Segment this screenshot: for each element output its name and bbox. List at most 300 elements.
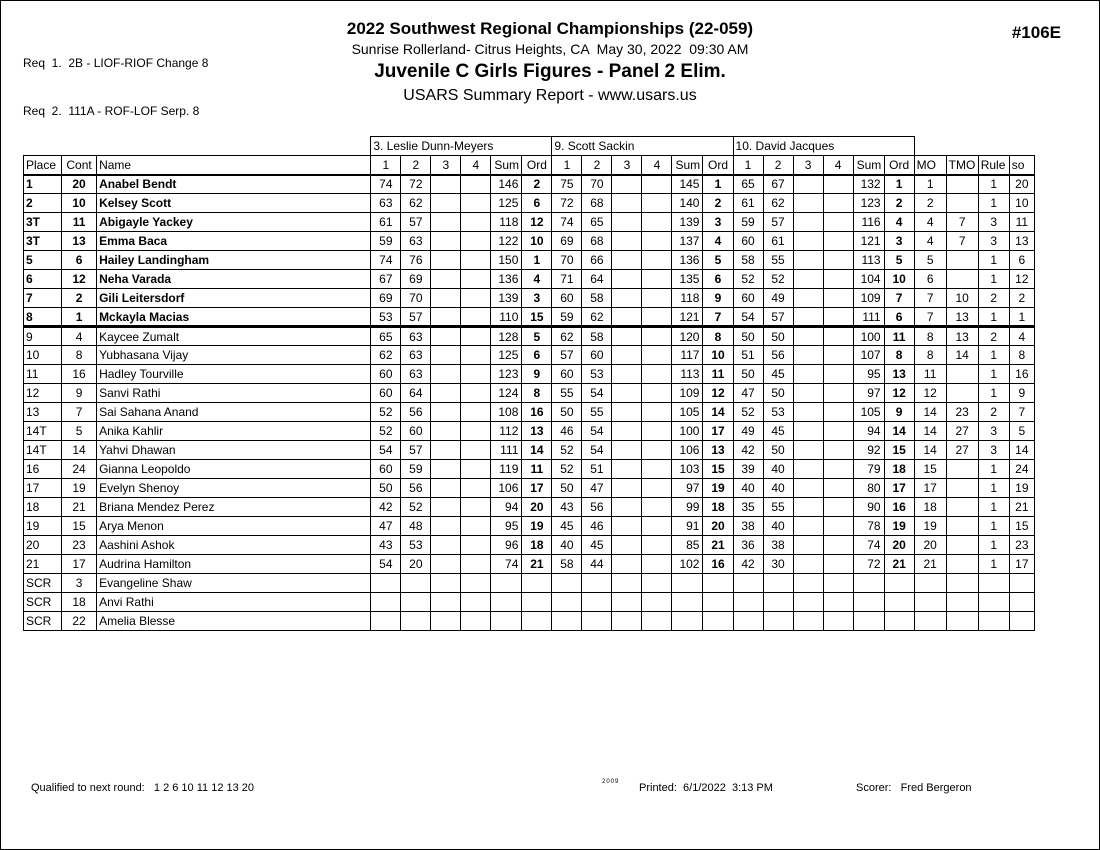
cell-judge2-ord xyxy=(703,593,733,612)
column-header-row xyxy=(24,156,1035,175)
event-number: #106E xyxy=(1011,23,1061,42)
cell-name: Anvi Rathi xyxy=(97,593,371,612)
cell-tmo xyxy=(946,498,978,517)
cell-judge3-1: 49 xyxy=(733,422,763,441)
cell-name: Arya Menon xyxy=(97,517,371,536)
cell-judge3-sum: 116 xyxy=(853,213,884,232)
cell-so: 14 xyxy=(1009,441,1034,460)
cell-mo: 7 xyxy=(914,308,946,327)
cell-judge2-sum: 109 xyxy=(672,384,703,403)
col-header-place: Place xyxy=(24,156,62,175)
cell-judge1-ord: 2 xyxy=(522,175,552,194)
cell-mo: 19 xyxy=(914,517,946,536)
cell-judge1-3 xyxy=(431,270,461,289)
cell-judge3-3 xyxy=(793,346,823,365)
cell-judge2-sum: 136 xyxy=(672,251,703,270)
cell-rule xyxy=(978,593,1009,612)
cell-tmo xyxy=(946,251,978,270)
cell-judge3-4 xyxy=(823,479,853,498)
cell-judge3-ord: 18 xyxy=(884,460,914,479)
cell-judge3-1: 36 xyxy=(733,536,763,555)
cell-judge2-2: 44 xyxy=(582,555,612,574)
cell-judge2-3 xyxy=(612,403,642,422)
cell-place: 14T xyxy=(24,441,62,460)
cell-judge3-4 xyxy=(823,517,853,536)
cell-judge1-ord: 21 xyxy=(522,555,552,574)
cell-judge3-4 xyxy=(823,175,853,194)
cell-judge1-3 xyxy=(431,479,461,498)
cell-judge1-4 xyxy=(461,232,491,251)
cell-judge1-4 xyxy=(461,403,491,422)
cell-judge1-2: 57 xyxy=(401,441,431,460)
report-header xyxy=(1,17,1099,106)
table-row xyxy=(24,593,1035,612)
cell-judge2-ord xyxy=(703,574,733,593)
cell-cont: 6 xyxy=(62,251,97,270)
cell-tmo xyxy=(946,194,978,213)
cell-tmo xyxy=(946,460,978,479)
cell-judge1-sum: 119 xyxy=(491,460,522,479)
cell-judge3-sum: 79 xyxy=(853,460,884,479)
cell-judge3-1: 38 xyxy=(733,517,763,536)
cell-judge2-3 xyxy=(612,574,642,593)
cell-name: Abigayle Yackey xyxy=(97,213,371,232)
cell-name: Emma Baca xyxy=(97,232,371,251)
cell-judge1-3 xyxy=(431,555,461,574)
cell-judge3-4 xyxy=(823,498,853,517)
cell-name: Audrina Hamilton xyxy=(97,555,371,574)
cell-judge2-3 xyxy=(612,612,642,631)
table-row xyxy=(24,213,1035,232)
cell-judge2-4 xyxy=(642,213,672,232)
cell-judge2-ord: 1 xyxy=(703,175,733,194)
cell-judge3-2: 45 xyxy=(763,422,793,441)
cell-rule: 1 xyxy=(978,251,1009,270)
cell-judge1-3 xyxy=(431,403,461,422)
cell-judge1-2: 64 xyxy=(401,384,431,403)
cell-judge3-sum: 80 xyxy=(853,479,884,498)
cell-judge3-sum: 109 xyxy=(853,289,884,308)
cell-judge2-1: 60 xyxy=(552,365,582,384)
cell-judge2-2: 60 xyxy=(582,346,612,365)
cell-judge1-ord xyxy=(522,574,552,593)
cell-judge2-2 xyxy=(582,574,612,593)
cell-judge3-3 xyxy=(793,175,823,194)
cell-place: SCR xyxy=(24,612,62,631)
table-row xyxy=(24,498,1035,517)
cell-cont: 21 xyxy=(62,498,97,517)
cell-judge1-ord: 1 xyxy=(522,251,552,270)
cell-mo: 5 xyxy=(914,251,946,270)
cell-judge1-2: 57 xyxy=(401,308,431,327)
cell-mo xyxy=(914,574,946,593)
cell-judge3-ord: 17 xyxy=(884,479,914,498)
cell-judge1-sum: 110 xyxy=(491,308,522,327)
cell-cont: 14 xyxy=(62,441,97,460)
event-title: Juvenile C Girls Figures - Panel 2 Elim. xyxy=(374,61,726,82)
report-subtitle: USARS Summary Report - www.usars.us xyxy=(403,87,697,104)
cell-judge3-3 xyxy=(793,384,823,403)
cell-judge3-sum: 78 xyxy=(853,517,884,536)
cell-so: 23 xyxy=(1009,536,1034,555)
venue-date-line: Sunrise Rollerland- Citrus Heights, CA May 30, 2022 09:30 AM xyxy=(351,41,749,57)
cell-tmo xyxy=(946,612,978,631)
cell-judge2-ord: 9 xyxy=(703,289,733,308)
cell-judge2-3 xyxy=(612,289,642,308)
cell-name: Kaycee Zumalt xyxy=(97,327,371,346)
cell-judge3-3 xyxy=(793,536,823,555)
cell-judge1-4 xyxy=(461,308,491,327)
cell-name: Neha Varada xyxy=(97,270,371,289)
cell-judge3-1: 35 xyxy=(733,498,763,517)
cell-judge2-sum: 117 xyxy=(672,346,703,365)
cell-judge1-sum: 136 xyxy=(491,270,522,289)
cell-judge3-ord: 10 xyxy=(884,270,914,289)
col-header-cont: Cont xyxy=(62,156,97,175)
cell-judge2-4 xyxy=(642,460,672,479)
cell-place: 8 xyxy=(24,308,62,327)
cell-judge3-sum: 107 xyxy=(853,346,884,365)
cell-judge1-1: 74 xyxy=(371,175,401,194)
cell-tmo: 23 xyxy=(946,403,978,422)
cell-rule: 3 xyxy=(978,441,1009,460)
cell-judge2-3 xyxy=(612,498,642,517)
cell-judge2-4 xyxy=(642,593,672,612)
cell-cont: 22 xyxy=(62,612,97,631)
cell-judge1-4 xyxy=(461,612,491,631)
cell-judge3-3 xyxy=(793,194,823,213)
cell-judge1-ord: 18 xyxy=(522,536,552,555)
cell-so: 2 xyxy=(1009,289,1034,308)
cell-judge3-sum: 104 xyxy=(853,270,884,289)
cell-judge1-4 xyxy=(461,441,491,460)
cell-judge1-3 xyxy=(431,232,461,251)
cell-rule: 1 xyxy=(978,555,1009,574)
cell-cont: 19 xyxy=(62,479,97,498)
cell-judge2-3 xyxy=(612,384,642,403)
cell-judge2-4 xyxy=(642,403,672,422)
cell-judge3-ord: 19 xyxy=(884,517,914,536)
col-header-so: so xyxy=(1009,156,1034,175)
cell-judge1-2 xyxy=(401,574,431,593)
cell-mo xyxy=(914,593,946,612)
cell-rule: 1 xyxy=(978,460,1009,479)
cell-judge1-ord xyxy=(522,612,552,631)
cell-judge2-sum: 137 xyxy=(672,232,703,251)
cell-mo: 7 xyxy=(914,289,946,308)
cell-cont: 13 xyxy=(62,232,97,251)
cell-judge2-1 xyxy=(552,612,582,631)
cell-judge3-3 xyxy=(793,555,823,574)
cell-judge1-4 xyxy=(461,346,491,365)
cell-judge1-ord xyxy=(522,593,552,612)
col-header-judge3-ord: Ord xyxy=(884,156,914,175)
cell-judge3-4 xyxy=(823,194,853,213)
table-row xyxy=(24,346,1035,365)
cell-judge1-2: 57 xyxy=(401,213,431,232)
cell-judge3-ord: 1 xyxy=(884,175,914,194)
cell-judge2-2: 46 xyxy=(582,517,612,536)
cell-judge1-1: 63 xyxy=(371,194,401,213)
cell-judge2-2 xyxy=(582,593,612,612)
cell-judge2-2: 58 xyxy=(582,327,612,346)
cell-cont: 24 xyxy=(62,460,97,479)
cell-so xyxy=(1009,574,1034,593)
cell-judge1-sum: 122 xyxy=(491,232,522,251)
cell-cont: 1 xyxy=(62,308,97,327)
table-row xyxy=(24,175,1035,194)
cell-judge3-4 xyxy=(823,270,853,289)
cell-so: 1 xyxy=(1009,308,1034,327)
col-header-name: Name xyxy=(97,156,371,175)
cell-judge2-1: 55 xyxy=(552,384,582,403)
cell-judge2-ord: 17 xyxy=(703,422,733,441)
cell-place: 9 xyxy=(24,327,62,346)
cell-judge1-ord: 10 xyxy=(522,232,552,251)
cell-rule: 1 xyxy=(978,517,1009,536)
cell-judge3-4 xyxy=(823,593,853,612)
cell-judge2-4 xyxy=(642,232,672,251)
cell-mo: 8 xyxy=(914,327,946,346)
cell-judge1-2: 56 xyxy=(401,479,431,498)
cell-judge3-4 xyxy=(823,308,853,327)
cell-cont: 12 xyxy=(62,270,97,289)
cell-judge1-ord: 20 xyxy=(522,498,552,517)
cell-judge3-4 xyxy=(823,555,853,574)
col-header-judge3-1: 1 xyxy=(733,156,763,175)
cell-judge1-sum: 128 xyxy=(491,327,522,346)
cell-judge1-sum: 124 xyxy=(491,384,522,403)
cell-judge3-ord: 6 xyxy=(884,308,914,327)
cell-tmo: 7 xyxy=(946,213,978,232)
col-header-judge1-ord: Ord xyxy=(522,156,552,175)
cell-judge3-sum: 100 xyxy=(853,327,884,346)
cell-judge1-ord: 14 xyxy=(522,441,552,460)
cell-judge2-4 xyxy=(642,289,672,308)
cell-judge1-2 xyxy=(401,593,431,612)
cell-judge3-1: 42 xyxy=(733,555,763,574)
cell-judge1-ord: 5 xyxy=(522,327,552,346)
version-stamp: 2009 xyxy=(602,779,620,785)
cell-judge2-4 xyxy=(642,384,672,403)
cell-judge1-1: 42 xyxy=(371,498,401,517)
cell-so: 5 xyxy=(1009,422,1034,441)
cell-judge1-4 xyxy=(461,517,491,536)
cell-judge1-sum: 94 xyxy=(491,498,522,517)
cell-tmo: 27 xyxy=(946,441,978,460)
table-row xyxy=(24,251,1035,270)
cell-judge3-ord: 8 xyxy=(884,346,914,365)
cell-judge2-sum xyxy=(672,593,703,612)
col-header-judge1-sum: Sum xyxy=(491,156,522,175)
cell-judge3-2: 38 xyxy=(763,536,793,555)
cell-judge1-sum: 150 xyxy=(491,251,522,270)
cell-judge2-ord: 20 xyxy=(703,517,733,536)
cell-judge3-4 xyxy=(823,232,853,251)
cell-mo xyxy=(914,612,946,631)
cell-rule: 1 xyxy=(978,536,1009,555)
col-header-judge2-sum: Sum xyxy=(672,156,703,175)
cell-rule: 1 xyxy=(978,384,1009,403)
cell-so: 9 xyxy=(1009,384,1034,403)
cell-judge2-2: 45 xyxy=(582,536,612,555)
cell-judge2-2: 65 xyxy=(582,213,612,232)
cell-judge3-ord: 4 xyxy=(884,213,914,232)
cell-rule: 2 xyxy=(978,327,1009,346)
cell-judge3-4 xyxy=(823,422,853,441)
cell-judge2-3 xyxy=(612,270,642,289)
cell-name: Yubhasana Vijay xyxy=(97,346,371,365)
cell-judge2-1: 52 xyxy=(552,460,582,479)
cell-judge3-sum xyxy=(853,574,884,593)
cell-judge3-2: 49 xyxy=(763,289,793,308)
cell-judge2-sum: 121 xyxy=(672,308,703,327)
cell-judge1-4 xyxy=(461,270,491,289)
cell-judge3-ord xyxy=(884,612,914,631)
cell-judge2-1: 72 xyxy=(552,194,582,213)
cell-judge3-sum xyxy=(853,612,884,631)
col-header-judge1-2: 2 xyxy=(401,156,431,175)
cell-judge1-3 xyxy=(431,327,461,346)
cell-judge1-sum: 112 xyxy=(491,422,522,441)
cell-judge2-2: 53 xyxy=(582,365,612,384)
cell-so: 16 xyxy=(1009,365,1034,384)
cell-judge2-sum: 103 xyxy=(672,460,703,479)
cell-judge1-2 xyxy=(401,612,431,631)
cell-judge1-1: 52 xyxy=(371,403,401,422)
cell-judge2-3 xyxy=(612,346,642,365)
cell-cont: 4 xyxy=(62,327,97,346)
cell-judge2-ord xyxy=(703,612,733,631)
championship-title: 2022 Southwest Regional Championships (22-059) xyxy=(346,19,754,38)
cell-judge1-1: 62 xyxy=(371,346,401,365)
cell-rule: 2 xyxy=(978,289,1009,308)
cell-judge2-4 xyxy=(642,251,672,270)
cell-judge1-4 xyxy=(461,194,491,213)
cell-judge3-2: 56 xyxy=(763,346,793,365)
cell-cont: 10 xyxy=(62,194,97,213)
cell-judge2-3 xyxy=(612,194,642,213)
cell-judge2-2 xyxy=(582,612,612,631)
cell-judge2-4 xyxy=(642,612,672,631)
cell-judge2-4 xyxy=(642,441,672,460)
requirement-2: Req 2. 111A - ROF-LOF Serp. 8 xyxy=(23,104,200,118)
cell-judge1-sum xyxy=(491,593,522,612)
cell-judge1-sum: 95 xyxy=(491,517,522,536)
col-header-judge2-4: 4 xyxy=(642,156,672,175)
cell-judge1-sum xyxy=(491,612,522,631)
cell-judge2-sum: 91 xyxy=(672,517,703,536)
cell-judge1-sum: 123 xyxy=(491,365,522,384)
cell-mo: 21 xyxy=(914,555,946,574)
cell-tmo xyxy=(946,593,978,612)
cell-judge1-1: 43 xyxy=(371,536,401,555)
cell-place: 2 xyxy=(24,194,62,213)
cell-judge2-2: 47 xyxy=(582,479,612,498)
cell-judge3-ord: 9 xyxy=(884,403,914,422)
cell-judge1-ord: 9 xyxy=(522,365,552,384)
cell-mo: 20 xyxy=(914,536,946,555)
cell-cont: 9 xyxy=(62,384,97,403)
cell-judge2-2: 68 xyxy=(582,194,612,213)
cell-judge3-1 xyxy=(733,574,763,593)
cell-judge1-3 xyxy=(431,517,461,536)
cell-judge1-2: 48 xyxy=(401,517,431,536)
cell-so: 4 xyxy=(1009,327,1034,346)
cell-judge1-1 xyxy=(371,612,401,631)
cell-judge3-2: 67 xyxy=(763,175,793,194)
cell-judge1-1: 67 xyxy=(371,270,401,289)
cell-judge3-ord: 11 xyxy=(884,327,914,346)
cell-so: 12 xyxy=(1009,270,1034,289)
table-row xyxy=(24,384,1035,403)
cell-judge3-ord: 13 xyxy=(884,365,914,384)
cell-place: 11 xyxy=(24,365,62,384)
table-row xyxy=(24,422,1035,441)
cell-judge1-3 xyxy=(431,441,461,460)
cell-judge2-3 xyxy=(612,593,642,612)
cell-judge1-3 xyxy=(431,536,461,555)
cell-judge2-ord: 3 xyxy=(703,213,733,232)
cell-judge3-2 xyxy=(763,593,793,612)
col-header-mo: MO xyxy=(914,156,946,175)
cell-place: 6 xyxy=(24,270,62,289)
cell-place: 13 xyxy=(24,403,62,422)
cell-judge2-3 xyxy=(612,213,642,232)
cell-judge1-3 xyxy=(431,498,461,517)
cell-judge1-2: 72 xyxy=(401,175,431,194)
cell-judge2-sum: 106 xyxy=(672,441,703,460)
cell-judge3-1: 61 xyxy=(733,194,763,213)
cell-judge2-4 xyxy=(642,346,672,365)
cell-judge1-ord: 17 xyxy=(522,479,552,498)
cell-judge2-2: 56 xyxy=(582,498,612,517)
cell-judge1-3 xyxy=(431,194,461,213)
cell-judge3-2: 40 xyxy=(763,479,793,498)
cell-judge3-sum xyxy=(853,593,884,612)
cell-judge3-1: 40 xyxy=(733,479,763,498)
cell-judge1-2: 63 xyxy=(401,346,431,365)
cell-judge2-sum: 120 xyxy=(672,327,703,346)
cell-judge3-4 xyxy=(823,289,853,308)
cell-judge3-4 xyxy=(823,441,853,460)
cell-judge2-1: 70 xyxy=(552,251,582,270)
table-row xyxy=(24,365,1035,384)
cell-judge3-sum: 74 xyxy=(853,536,884,555)
cell-judge1-4 xyxy=(461,479,491,498)
cell-judge3-3 xyxy=(793,422,823,441)
cell-judge1-4 xyxy=(461,460,491,479)
cell-so: 21 xyxy=(1009,498,1034,517)
cell-judge1-ord: 19 xyxy=(522,517,552,536)
cell-judge2-1: 71 xyxy=(552,270,582,289)
cell-name: Sanvi Rathi xyxy=(97,384,371,403)
cell-judge1-1: 60 xyxy=(371,460,401,479)
cell-judge3-3 xyxy=(793,441,823,460)
cell-rule: 2 xyxy=(978,403,1009,422)
cell-judge1-3 xyxy=(431,384,461,403)
cell-judge2-ord: 11 xyxy=(703,365,733,384)
cell-judge3-2: 57 xyxy=(763,308,793,327)
cell-judge1-ord: 6 xyxy=(522,194,552,213)
judge-header-row xyxy=(24,137,1035,156)
cell-cont: 7 xyxy=(62,403,97,422)
cell-judge2-3 xyxy=(612,479,642,498)
cell-judge2-1: 59 xyxy=(552,308,582,327)
cell-judge2-1: 50 xyxy=(552,479,582,498)
cell-tmo xyxy=(946,517,978,536)
cell-judge3-2 xyxy=(763,574,793,593)
